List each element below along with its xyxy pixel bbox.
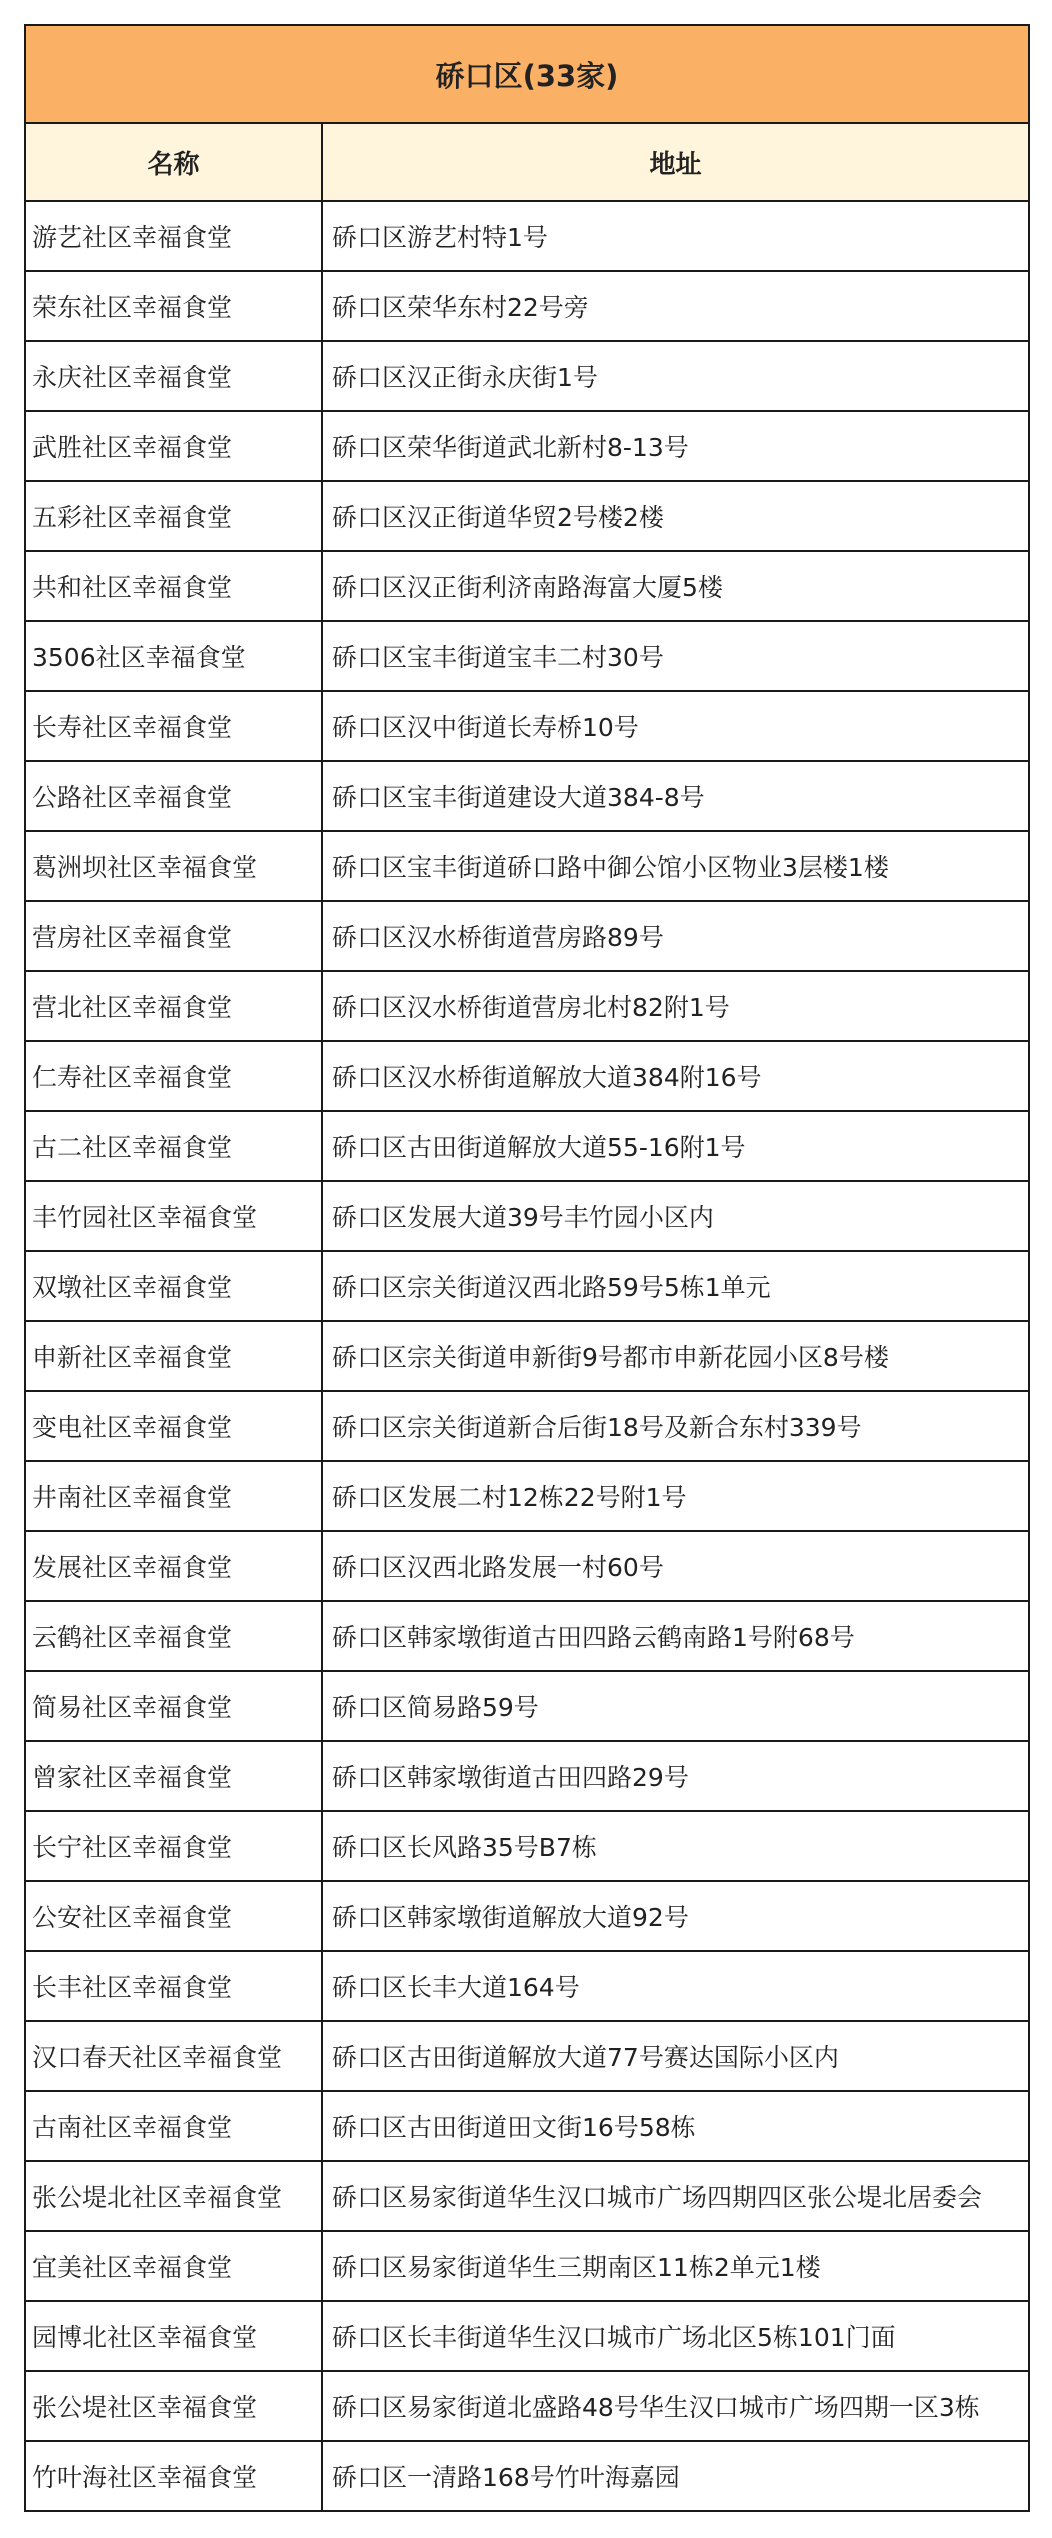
canteen-address-cell: 硚口区宗关街道新合后街18号及新合东村339号 [322, 1391, 1029, 1461]
canteen-name-cell: 营北社区幸福食堂 [25, 971, 322, 1041]
canteen-name-cell: 荣东社区幸福食堂 [25, 271, 322, 341]
column-header-address: 地址 [322, 123, 1029, 201]
table-row [25, 201, 1029, 271]
column-header-name: 名称 [25, 123, 322, 201]
canteen-address-cell: 硚口区简易路59号 [322, 1671, 1029, 1741]
canteen-address-cell: 硚口区易家街道北盛路48号华生汉口城市广场四期一区3栋 [322, 2371, 1029, 2441]
table-row [25, 1251, 1029, 1321]
canteen-address-cell: 硚口区古田街道解放大道55-16附1号 [322, 1111, 1029, 1181]
canteen-name-cell: 申新社区幸福食堂 [25, 1321, 322, 1391]
canteen-address-cell: 硚口区荣华街道武北新村8-13号 [322, 411, 1029, 481]
canteen-name-cell: 张公堤社区幸福食堂 [25, 2371, 322, 2441]
table-row [25, 2091, 1029, 2161]
canteen-address-cell: 硚口区宗关街道汉西北路59号5栋1单元 [322, 1251, 1029, 1321]
canteen-name-cell: 永庆社区幸福食堂 [25, 341, 322, 411]
table-row [25, 901, 1029, 971]
canteen-address-cell: 硚口区游艺村特1号 [322, 201, 1029, 271]
canteen-address-cell: 硚口区长丰街道华生汉口城市广场北区5栋101门面 [322, 2301, 1029, 2371]
canteen-address-cell: 硚口区韩家墩街道解放大道92号 [322, 1881, 1029, 1951]
table-body [25, 201, 1029, 2511]
canteen-address-cell: 硚口区发展二村12栋22号附1号 [322, 1461, 1029, 1531]
canteen-name-cell: 长寿社区幸福食堂 [25, 691, 322, 761]
table-row [25, 481, 1029, 551]
canteen-address-cell: 硚口区古田街道田文街16号58栋 [322, 2091, 1029, 2161]
canteen-address-cell: 硚口区宗关街道申新街9号都市申新花园小区8号楼 [322, 1321, 1029, 1391]
table-row [25, 1111, 1029, 1181]
canteen-name-cell: 发展社区幸福食堂 [25, 1531, 322, 1601]
canteen-address-cell: 硚口区宝丰街道宝丰二村30号 [322, 621, 1029, 691]
canteen-name-cell: 古南社区幸福食堂 [25, 2091, 322, 2161]
canteen-name-cell: 公安社区幸福食堂 [25, 1881, 322, 1951]
canteen-name-cell: 张公堤北社区幸福食堂 [25, 2161, 322, 2231]
canteen-address-cell: 硚口区韩家墩街道古田四路29号 [322, 1741, 1029, 1811]
canteen-name-cell: 变电社区幸福食堂 [25, 1391, 322, 1461]
table-row [25, 2301, 1029, 2371]
table-row [25, 761, 1029, 831]
canteen-address-cell: 硚口区宝丰街道建设大道384-8号 [322, 761, 1029, 831]
table-row [25, 551, 1029, 621]
title-row [25, 25, 1029, 123]
canteen-address-cell: 硚口区韩家墩街道古田四路云鹤南路1号附68号 [322, 1601, 1029, 1671]
table-row [25, 1531, 1029, 1601]
canteen-name-cell: 双墩社区幸福食堂 [25, 1251, 322, 1321]
canteen-address-cell: 硚口区汉水桥街道营房北村82附1号 [322, 971, 1029, 1041]
canteen-name-cell: 简易社区幸福食堂 [25, 1671, 322, 1741]
table-row [25, 271, 1029, 341]
canteen-address-cell: 硚口区易家街道华生汉口城市广场四期四区张公堤北居委会 [322, 2161, 1029, 2231]
table-row [25, 1041, 1029, 1111]
table-row [25, 1671, 1029, 1741]
canteen-name-cell: 云鹤社区幸福食堂 [25, 1601, 322, 1671]
canteen-name-cell: 丰竹园社区幸福食堂 [25, 1181, 322, 1251]
canteen-name-cell: 3506社区幸福食堂 [25, 621, 322, 691]
canteen-address-cell: 硚口区一清路168号竹叶海嘉园 [322, 2441, 1029, 2511]
canteen-address-cell: 硚口区发展大道39号丰竹园小区内 [322, 1181, 1029, 1251]
canteen-name-cell: 古二社区幸福食堂 [25, 1111, 322, 1181]
table-row [25, 1321, 1029, 1391]
canteen-name-cell: 五彩社区幸福食堂 [25, 481, 322, 551]
canteen-address-cell: 硚口区汉水桥街道营房路89号 [322, 901, 1029, 971]
table-row [25, 411, 1029, 481]
canteen-address-cell: 硚口区汉水桥街道解放大道384附16号 [322, 1041, 1029, 1111]
table-row [25, 1741, 1029, 1811]
canteen-address-cell: 硚口区长丰大道164号 [322, 1951, 1029, 2021]
canteen-name-cell: 长宁社区幸福食堂 [25, 1811, 322, 1881]
canteen-name-cell: 共和社区幸福食堂 [25, 551, 322, 621]
table-row [25, 2371, 1029, 2441]
table-row [25, 2231, 1029, 2301]
table-row [25, 971, 1029, 1041]
canteen-address-cell: 硚口区长风路35号B7栋 [322, 1811, 1029, 1881]
canteen-table [24, 24, 1030, 2512]
table-row [25, 1601, 1029, 1671]
canteen-name-cell: 仁寿社区幸福食堂 [25, 1041, 322, 1111]
canteen-address-cell: 硚口区易家街道华生三期南区11栋2单元1楼 [322, 2231, 1029, 2301]
canteen-address-cell: 硚口区古田街道解放大道77号赛达国际小区内 [322, 2021, 1029, 2091]
canteen-name-cell: 曾家社区幸福食堂 [25, 1741, 322, 1811]
table-row [25, 2161, 1029, 2231]
canteen-name-cell: 汉口春天社区幸福食堂 [25, 2021, 322, 2091]
canteen-address-cell: 硚口区汉正街道华贸2号楼2楼 [322, 481, 1029, 551]
canteen-address-cell: 硚口区荣华东村22号旁 [322, 271, 1029, 341]
canteen-name-cell: 宜美社区幸福食堂 [25, 2231, 322, 2301]
canteen-name-cell: 竹叶海社区幸福食堂 [25, 2441, 322, 2511]
canteen-name-cell: 长丰社区幸福食堂 [25, 1951, 322, 2021]
table-row [25, 831, 1029, 901]
canteen-address-cell: 硚口区汉西北路发展一村60号 [322, 1531, 1029, 1601]
canteen-address-cell: 硚口区汉正街永庆街1号 [322, 341, 1029, 411]
canteen-address-cell: 硚口区汉正街利济南路海富大厦5楼 [322, 551, 1029, 621]
table-row [25, 691, 1029, 761]
table-row [25, 1181, 1029, 1251]
table-row [25, 1881, 1029, 1951]
table-row [25, 1391, 1029, 1461]
canteen-name-cell: 葛洲坝社区幸福食堂 [25, 831, 322, 901]
table-row [25, 621, 1029, 691]
table-row [25, 1951, 1029, 2021]
canteen-name-cell: 营房社区幸福食堂 [25, 901, 322, 971]
canteen-name-cell: 园博北社区幸福食堂 [25, 2301, 322, 2371]
header-row [25, 123, 1029, 201]
table-row [25, 2441, 1029, 2511]
table-row [25, 1461, 1029, 1531]
table-row [25, 1811, 1029, 1881]
canteen-name-cell: 井南社区幸福食堂 [25, 1461, 322, 1531]
table-title: 硚口区(33家) [25, 25, 1029, 123]
canteen-name-cell: 武胜社区幸福食堂 [25, 411, 322, 481]
table-row [25, 2021, 1029, 2091]
canteen-address-cell: 硚口区宝丰街道硚口路中御公馆小区物业3层楼1楼 [322, 831, 1029, 901]
canteen-name-cell: 游艺社区幸福食堂 [25, 201, 322, 271]
table-row [25, 341, 1029, 411]
canteen-address-cell: 硚口区汉中街道长寿桥10号 [322, 691, 1029, 761]
canteen-name-cell: 公路社区幸福食堂 [25, 761, 322, 831]
